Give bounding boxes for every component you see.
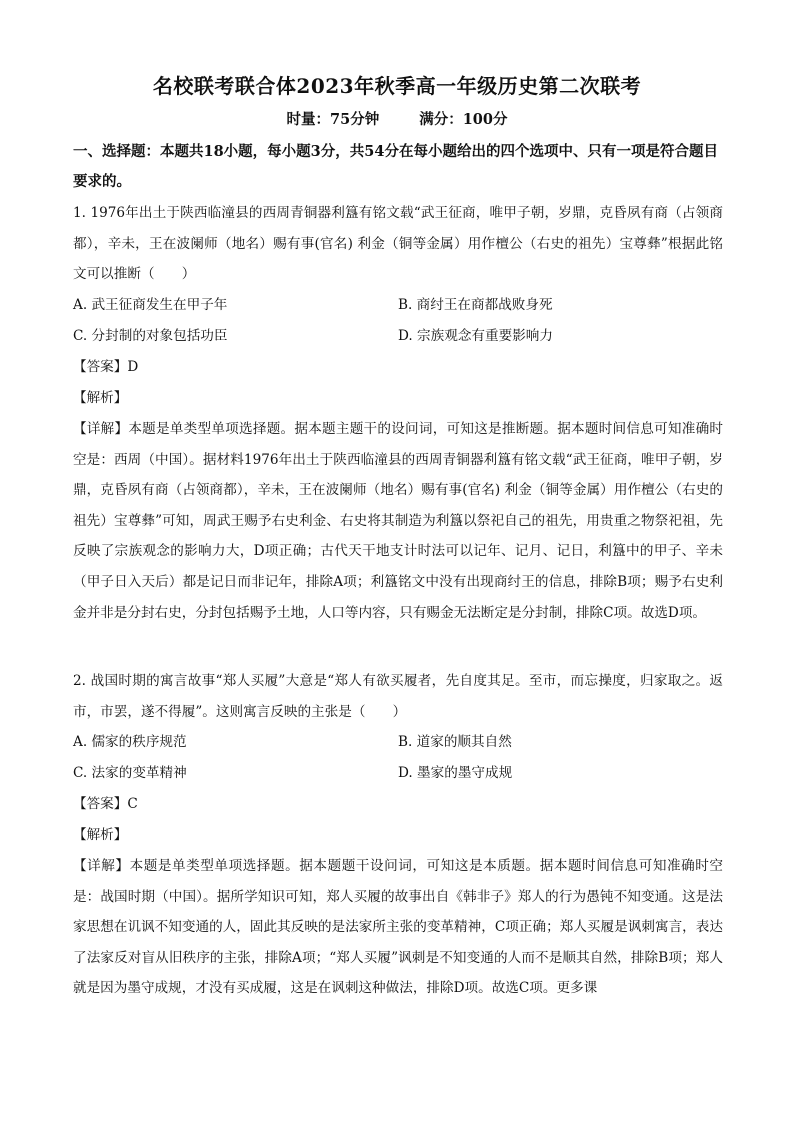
question-2-option-c: C. 法家的变革精神 <box>73 765 187 781</box>
question-1-detail: 【详解】本题是单类型单项选择题。据本题主题干的设问词，可知这是推断题。据本题时间信息可知准确时空是：西周（中国）。据材料1976年出土于陕西临潼县的西周青铜器利簋有铭文载“武王征商，唯甲子朝，岁鼎，克昏夙有商（占领商都），辛未，王在波阑师（地名）赐有事(官名) 利金（铜等金属）用作檀公（右史的祖先）宝尊彝”可知，周武王赐予右史利金、右史将其制造为利簋以祭祀自己的祖先，用贵重之物祭祀祖，先反映了宗族观念的影响力大，D项正确；古代天干地支计时法可以记年、记月、记日，利簋中的甲子、辛未（甲子日入天后）都是记日而非记年，排除A项；利簋铭文中没有出现商纣王的信息，排除B项；赐予右史利金并非是分封右史，分封包括赐予土地，人口等内容，只有赐金无法断定是分封制，排除C项。故选D项。 <box>73 421 723 621</box>
question-1-stem: 1. 1976年出土于陕西临潼县的西周青铜器利簋有铭文载“武王征商，唯甲子朝，岁鼎，克昏夙有商（占领商都），辛未，王在波阑师（地名）赐有事(官名) 利金（铜等金属）用作檀公（右史的祖先）宝尊彝”根据此铭文可以推断（ ） <box>73 205 723 283</box>
question-1-option-a: A. 武王征商发生在甲子年 <box>73 297 228 313</box>
question-1-options-row-1 <box>73 290 723 320</box>
section-heading: 一、选择题：本题共18小题，每小题3分，共54分在每小题给出的四个选项中、只有一项是符合题目要求的。 <box>73 143 718 190</box>
question-2-option-b: B. 道家的顺其自然 <box>398 734 512 750</box>
question-1-analysis-label: 【解析】 <box>73 390 128 406</box>
question-1-answer: 【答案】D <box>73 359 139 375</box>
question-2-analysis-label: 【解析】 <box>73 827 128 843</box>
question-1-option-b: B. 商纣王在商都战败身死 <box>398 297 553 313</box>
question-2-option-a: A. 儒家的秩序规范 <box>73 734 187 750</box>
question-1-option-d: D. 宗族观念有重要影响力 <box>398 328 553 344</box>
exam-score: 满分：100分 <box>419 111 508 128</box>
question-2-options-row-2 <box>73 758 723 788</box>
question-1-options-row-2 <box>73 321 723 351</box>
exam-time: 时量：75分钟 <box>286 111 380 128</box>
question-1-option-c: C. 分封制的对象包括功臣 <box>73 328 228 344</box>
question-2-detail: 【详解】本题是单类型单项选择题。据本题题干设问词，可知这是本质题。据本题时间信息可知准确时空是：战国时期（中国）。据所学知识可知，郑人买履的故事出自《韩非子》郑人的行为愚钝不知变通。这是法家思想在讥讽不知变通的人，固此其反映的是法家所主张的变革精神，C项正确；郑人买履是讽刺寓言，表达了法家反对盲从旧秩序的主张，排除A项；“郑人买履”讽刺是不知变通的人而不是顺其自然，排除B项；郑人就是因为墨守成规，才没有买成履，这是在讽刺这种做法，排除D项。故选C项。更多课 <box>73 858 723 997</box>
exam-info <box>0 108 794 129</box>
question-2-option-d: D. 墨家的墨守成规 <box>398 765 513 781</box>
page-title: 名校联考联合体2023年秋季高一年级历史第二次联考 <box>152 74 642 98</box>
question-2-options-row-1 <box>73 727 723 757</box>
question-2-stem: 2. 战国时期的寓言故事“郑人买履”大意是“郑人有欲买履者，先自度其足。至市，而忘操度，归家取之。返市，市罢，遂不得履”。这则寓言反映的主张是（ ） <box>73 673 723 720</box>
question-2-answer: 【答案】C <box>73 796 138 812</box>
